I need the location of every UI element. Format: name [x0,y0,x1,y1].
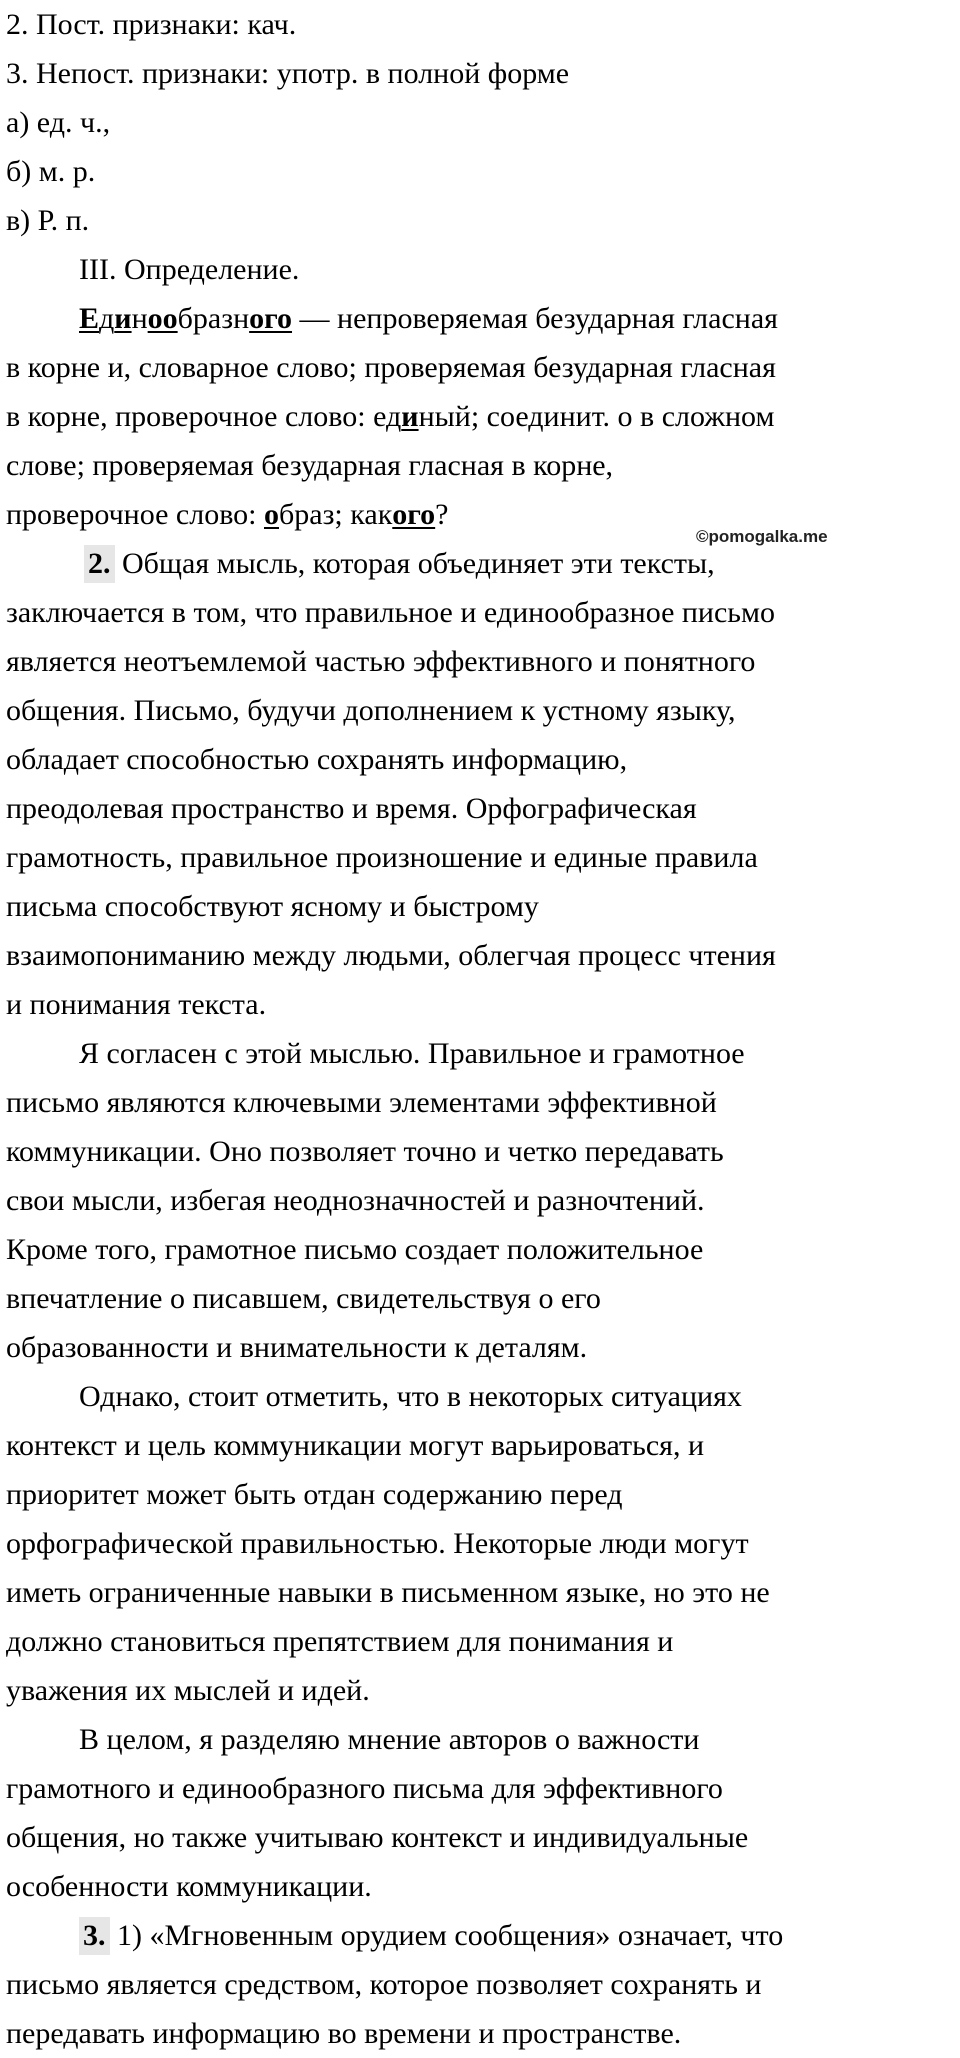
paragraph-line: грамотность, правильное произношение и единые правила [6,841,758,874]
paragraph-line: передавать информацию во времени и пространстве. [6,2017,682,2050]
paragraph-line: контекст и цель коммуникации могут варьироваться, и [6,1429,705,1462]
watermark: ©pomogalka.me [696,527,828,546]
task-3 [6,1911,950,2058]
task-2 [6,539,950,1911]
paragraph-line: коммуникации. Оно позволяет точно и четко передавать [6,1135,724,1168]
task-number: 2. [84,545,115,583]
intro-line: б) м. р. [6,155,96,188]
analysis-text: браз; как [279,498,393,531]
word-analysis [6,294,950,539]
paragraph-line: особенности коммуникации. [6,1870,372,1903]
highlighted-letter: о [264,498,279,531]
paragraph-text: 1) «Мгновенным орудием сообщения» означает, что [109,1919,784,1952]
analysis-text: — непроверяемая безударная гласная [292,302,778,335]
highlighted-letters: оо [147,302,178,335]
paragraph-line: грамотного и единообразного письма для эффективного [6,1772,723,1805]
analysis-text: проверочное слово: [6,498,264,531]
intro-line: 3. Непост. признаки: употр. в полной форме [6,57,570,90]
highlighted-letters: Е [79,302,100,335]
highlighted-ending: ого [392,498,436,531]
highlighted-letters: и [114,302,132,335]
paragraph-line: должно становиться препятствием для понимания и [6,1625,674,1658]
paragraph-line: и понимания текста. [6,988,267,1021]
paragraph-first-line: Однако, стоит отметить, что в некоторых ситуациях [79,1380,742,1413]
paragraph-line: обладает способностью сохранять информацию, [6,743,628,776]
paragraph-text: Общая мысль, которая объединяет эти тексты, [114,547,715,580]
paragraph-line: иметь ограниченные навыки в письменном языке, но это не [6,1576,770,1609]
paragraph-line: преодолевая пространство и время. Орфографическая [6,792,697,825]
word-letters: н [131,302,148,335]
section-heading: III. Определение. [79,253,300,286]
paragraph-line: орфографической правильностью. Некоторые люди могут [6,1527,749,1560]
paragraph-line: приоритет может быть отдан содержанию перед [6,1478,623,1511]
analysis-line-2: в корне и, словарное слово; проверяемая безударная гласная [6,351,776,384]
analysis-text: в корне, проверочное слово: ед [6,400,402,433]
paragraph-first-line: В целом, я разделяю мнение авторов о важности [79,1723,700,1756]
paragraph-line: общения. Письмо, будучи дополнением к устному языку, [6,694,736,727]
paragraph-line: является неотъемлемой частью эффективного и понятного [6,645,756,678]
analysis-line-4: слове; проверяемая безударная гласная в корне, [6,449,614,482]
intro-line: а) ед. ч., [6,106,111,139]
task-number: 3. [79,1917,110,1955]
word-letters: д [99,302,115,335]
paragraph-line: письма способствуют ясному и быстрому [6,890,539,923]
paragraph-line: общения, но также учитываю контекст и индивидуальные [6,1821,749,1854]
paragraph-first-line: Я согласен с этой мыслью. Правильное и грамотное [79,1037,745,1070]
paragraph-line: Кроме того, грамотное письмо создает положительное [6,1233,704,1266]
paragraph-line: уважения их мыслей и идей. [6,1674,370,1707]
intro-list [6,0,950,245]
paragraph-line: письмо является средством, которое позволяет сохранять и [6,1968,762,2001]
task-3-first-line [6,1911,950,1960]
document-page [6,0,950,2058]
analysis-line-3 [6,392,950,441]
intro-line: 2. Пост. признаки: кач. [6,8,297,41]
highlighted-letter: и [401,400,419,433]
paragraph-line: письмо являются ключевыми элементами эффективной [6,1086,717,1119]
highlighted-letters: ого [249,302,293,335]
analyzed-word [79,302,292,335]
word-letters: бразн [177,302,250,335]
paragraph-line: образованности и внимательности к деталям. [6,1331,588,1364]
analysis-text: ? [435,498,449,531]
paragraph-line: взаимопониманию между людьми, облегчая процесс чтения [6,939,776,972]
intro-line: в) Р. п. [6,204,90,237]
paragraph-line: свои мысли, избегая неоднозначностей и разночтений. [6,1184,705,1217]
analysis-text: ный; соединит. о в сложном [418,400,775,433]
paragraph-line: впечатление о писавшем, свидетельствуя о его [6,1282,601,1315]
paragraph-line: заключается в том, что правильное и единообразное письмо [6,596,775,629]
analysis-line-1 [6,294,950,343]
